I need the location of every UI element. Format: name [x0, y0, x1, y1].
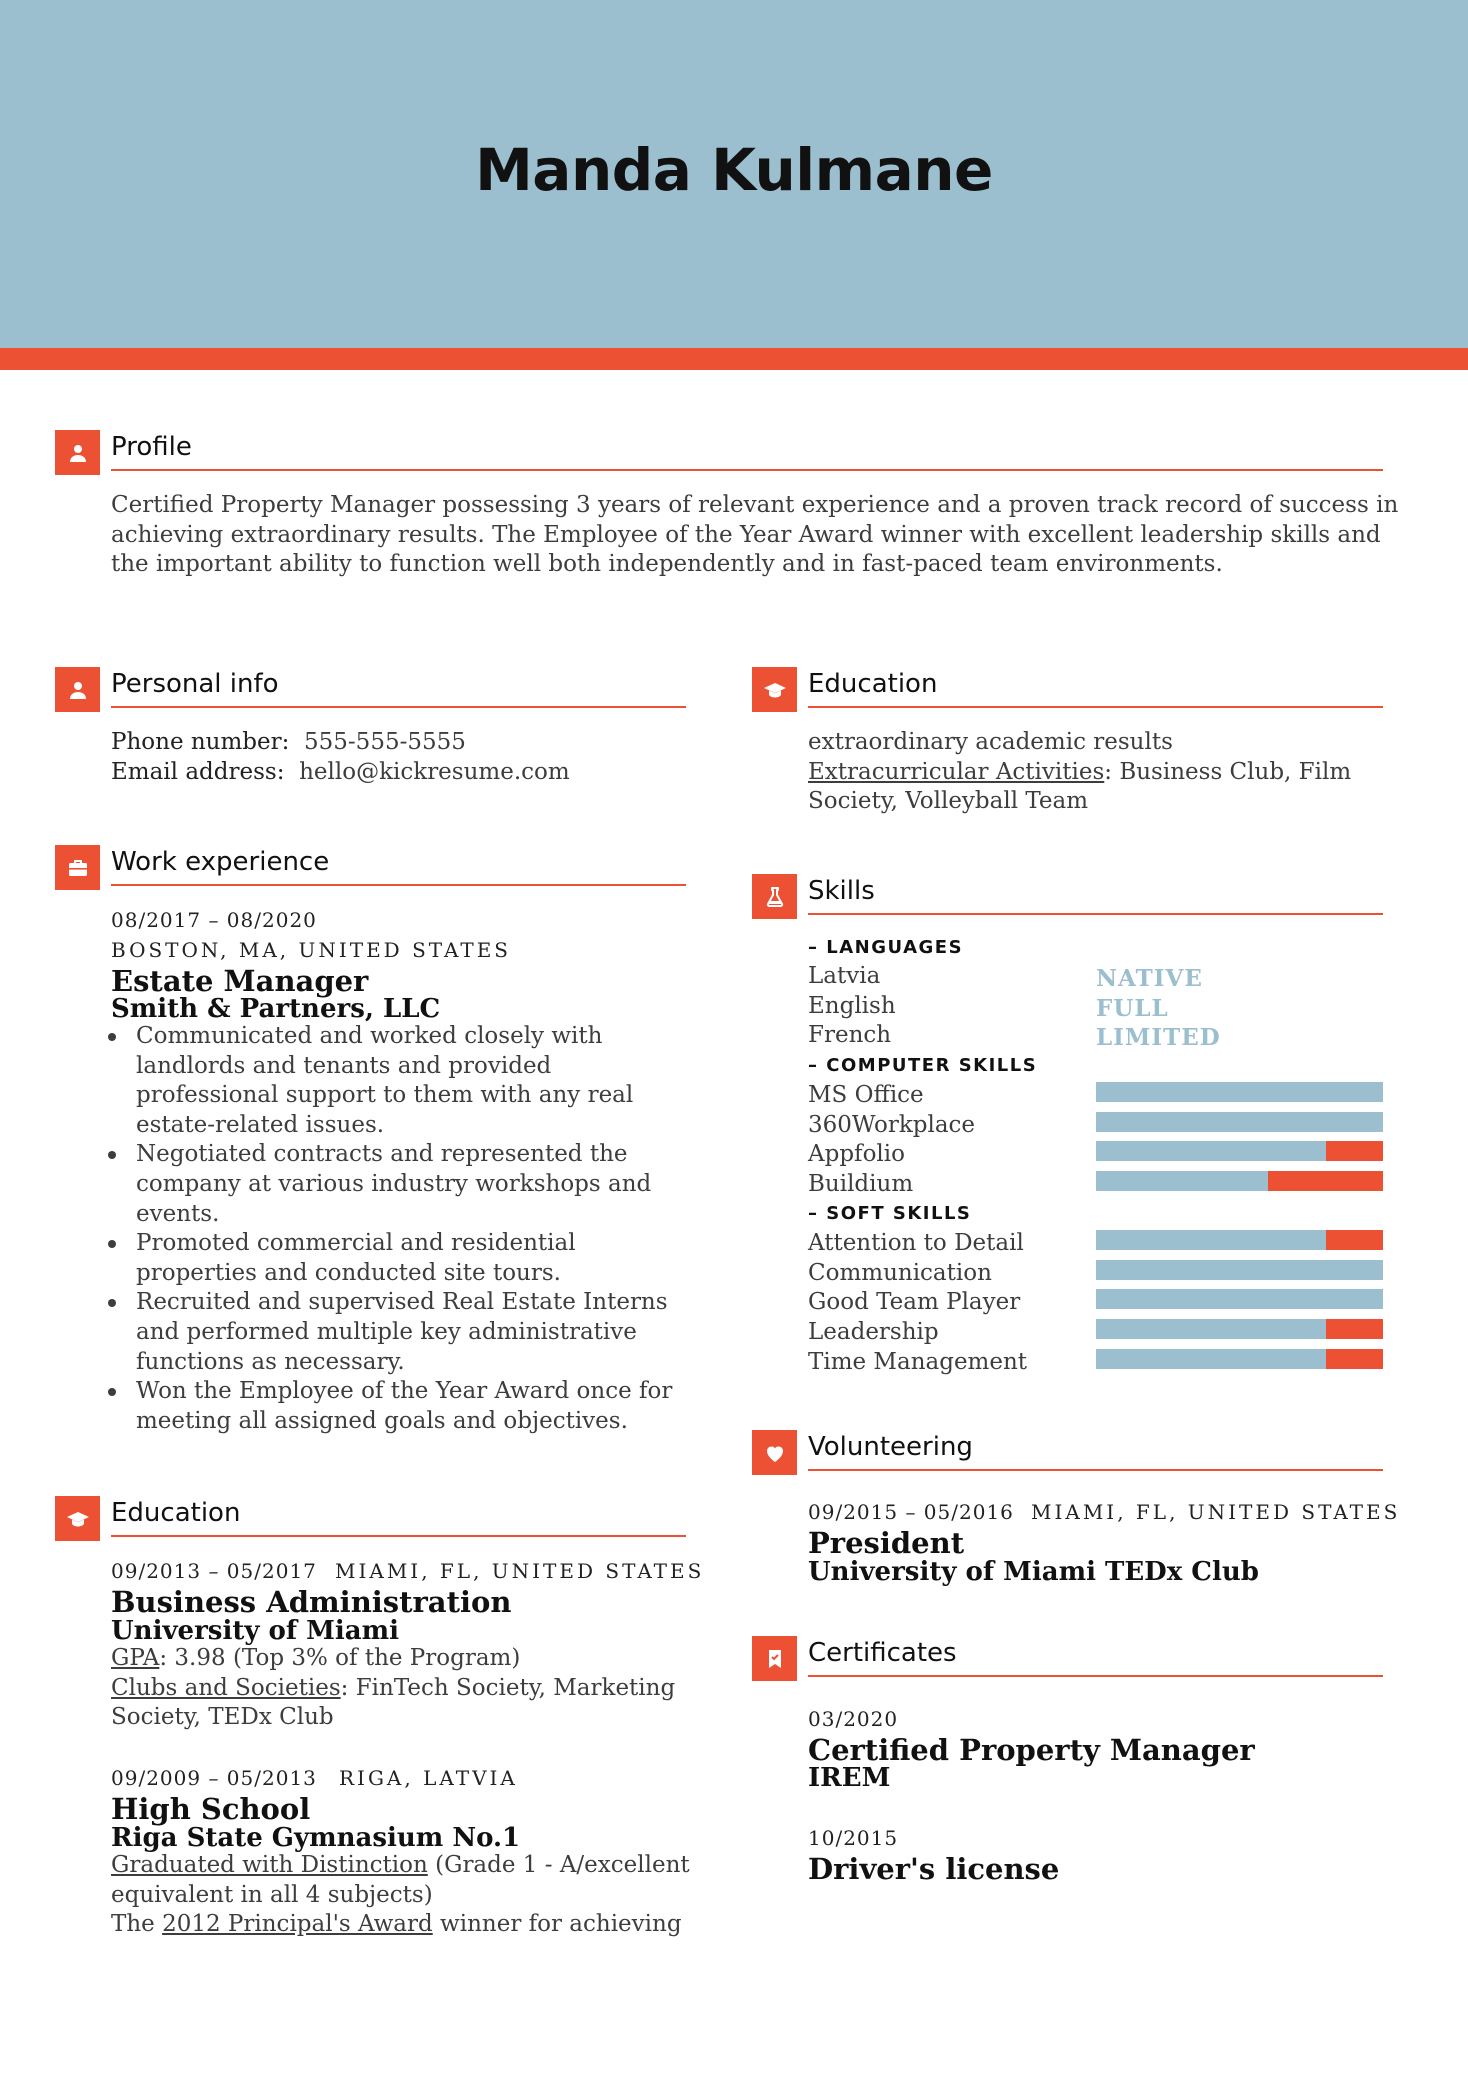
certificate-date: 10/2015 [808, 1826, 899, 1850]
certificate-name: Certified Property Manager [808, 1733, 1255, 1767]
education-location: MIAMI, FL, UNITED STATES [335, 1559, 705, 1583]
section-rule [111, 469, 1383, 471]
work-position: Estate Manager [111, 964, 369, 998]
section-rule [111, 884, 686, 886]
section-header-education-continued [752, 667, 1383, 717]
section-rule [111, 706, 686, 708]
section-header-education [55, 1496, 686, 1546]
skill-level-bar [1096, 1260, 1383, 1280]
list-item: Recruited and supervised Real Estate Interns and performed multiple key administrative functions as necessary. [106, 1288, 706, 1377]
section-title: Education [808, 669, 938, 699]
section-header-certificates [752, 1636, 1383, 1686]
education-degree: High School [111, 1792, 311, 1826]
section-rule [808, 706, 1383, 708]
section-header-profile [55, 430, 1383, 480]
section-title: Profile [111, 432, 192, 462]
skill-name: Time Management [808, 1349, 1028, 1375]
list-item: Won the Employee of the Year Award once for meeting all assigned goals and objectives. [106, 1377, 706, 1436]
profile-summary: Certified Property Manager possessing 3 years of relevant experience and a proven track record of success in achieving extraordinary results. The Employee of the Year Award winner with excellent leadership skills and the important ability to function well both independently and in fast-paced team environments. [111, 492, 1399, 578]
person-icon [55, 667, 100, 712]
work-achievements [106, 1022, 706, 1436]
work-location: BOSTON, MA, UNITED STATES [111, 938, 511, 962]
skill-gap-fill [1326, 1230, 1383, 1250]
flask-icon [752, 874, 797, 919]
education-dates: 09/2009 – 05/2013 [111, 1766, 317, 1790]
volunteering-role: President [808, 1526, 965, 1560]
certificate-name: Driver's license [808, 1852, 1060, 1886]
language-level: LIMITED [1096, 1024, 1221, 1051]
language-name: Latvia [808, 963, 881, 989]
skill-level-bar [1096, 1289, 1383, 1309]
volunteering-location: MIAMI, FL, UNITED STATES [1031, 1500, 1401, 1524]
work-company: Smith & Partners, LLC [111, 994, 441, 1024]
skill-level-bar [1096, 1141, 1383, 1161]
graduation-cap-icon [55, 1496, 100, 1541]
person-icon [55, 430, 100, 475]
skill-name: Leadership [808, 1319, 939, 1345]
section-rule [111, 1535, 686, 1537]
candidate-name: Manda Kulmane [475, 136, 993, 204]
skill-category-languages: – LANGUAGES [808, 937, 964, 958]
skill-name: Good Team Player [808, 1289, 1021, 1315]
skill-gap-fill [1326, 1319, 1383, 1339]
education-school: University of Miami [111, 1616, 399, 1646]
certificate-icon [752, 1636, 797, 1681]
education-school: Riga State Gymnasium No.1 [111, 1823, 521, 1853]
skill-name: MS Office [808, 1082, 924, 1108]
list-item: Promoted commercial and residential properties and conducted site tours. [106, 1229, 706, 1288]
personal-info-list [111, 728, 570, 787]
certificate-issuer: IREM [808, 1763, 891, 1793]
email-value[interactable]: hello@kickresume.com [299, 758, 570, 785]
education-details: GPA: 3.98 (Top 3% of the Program) Clubs and Societies: FinTech Society, Marketing Society, TEDx Club [111, 1645, 676, 1731]
phone-row: Phone number: 555-555-5555 [111, 729, 466, 755]
section-header-volunteering [752, 1430, 1383, 1480]
section-title: Education [111, 1498, 241, 1528]
language-name: English [808, 993, 896, 1019]
skill-name: 360Workplace [808, 1112, 976, 1138]
section-title: Personal info [111, 669, 279, 699]
education-details: Graduated with Distinction (Grade 1 - A/excellent equivalent in all 4 subjects) The 2012 Principal's Award winner for achieving [111, 1852, 690, 1938]
language-name: French [808, 1022, 892, 1048]
skill-level-bar [1096, 1082, 1383, 1102]
work-dates: 08/2017 – 08/2020 [111, 908, 317, 932]
section-title: Volunteering [808, 1432, 973, 1462]
skill-level-bar [1096, 1349, 1383, 1369]
volunteering-organization: University of Miami TEDx Club [808, 1557, 1259, 1587]
section-header-skills [752, 874, 1383, 924]
header-accent-stripe [0, 348, 1468, 370]
skill-name: Communication [808, 1260, 992, 1286]
heart-icon [752, 1430, 797, 1475]
skill-name: Appfolio [808, 1141, 905, 1167]
section-header-personal-info [55, 667, 686, 717]
skill-gap-fill [1268, 1171, 1383, 1191]
skill-name: Buildium [808, 1171, 914, 1197]
skill-category-soft: – SOFT SKILLS [808, 1203, 972, 1224]
skill-level-bar [1096, 1230, 1383, 1250]
certificate-date: 03/2020 [808, 1707, 899, 1731]
section-title: Skills [808, 876, 875, 906]
graduation-cap-icon [752, 667, 797, 712]
skill-category-computer: – COMPUTER SKILLS [808, 1055, 1038, 1076]
skill-gap-fill [1326, 1141, 1383, 1161]
language-level: NATIVE [1096, 965, 1203, 992]
education-details-continued: extraordinary academic results Extracurricular Activities: Business Club, Film Society, Volleyball Team [808, 729, 1352, 815]
skill-level-bar [1096, 1112, 1383, 1132]
volunteering-dates: 09/2015 – 05/2016 [808, 1500, 1014, 1524]
section-rule [808, 1675, 1383, 1677]
education-location: RIGA, LATVIA [339, 1766, 518, 1790]
phone-value[interactable]: 555-555-5555 [304, 729, 466, 755]
skill-level-bar [1096, 1319, 1383, 1339]
education-dates: 09/2013 – 05/2017 [111, 1559, 317, 1583]
section-rule [808, 913, 1383, 915]
skill-name: Attention to Detail [808, 1230, 1024, 1256]
skill-level-bar [1096, 1171, 1383, 1191]
email-row: Email address: hello@kickresume.com [111, 758, 570, 785]
list-item: Communicated and worked closely with landlords and tenants and provided professional support to them with any real estate-related issues. [106, 1022, 706, 1140]
briefcase-icon [55, 845, 100, 890]
language-level: FULL [1096, 995, 1169, 1022]
section-header-work-experience [55, 845, 686, 895]
education-degree: Business Administration [111, 1585, 512, 1619]
section-title: Work experience [111, 847, 330, 877]
skill-gap-fill [1326, 1349, 1383, 1369]
section-title: Certificates [808, 1638, 957, 1668]
list-item: Negotiated contracts and represented the company at various industry workshops and events. [106, 1140, 706, 1229]
section-rule [808, 1469, 1383, 1471]
